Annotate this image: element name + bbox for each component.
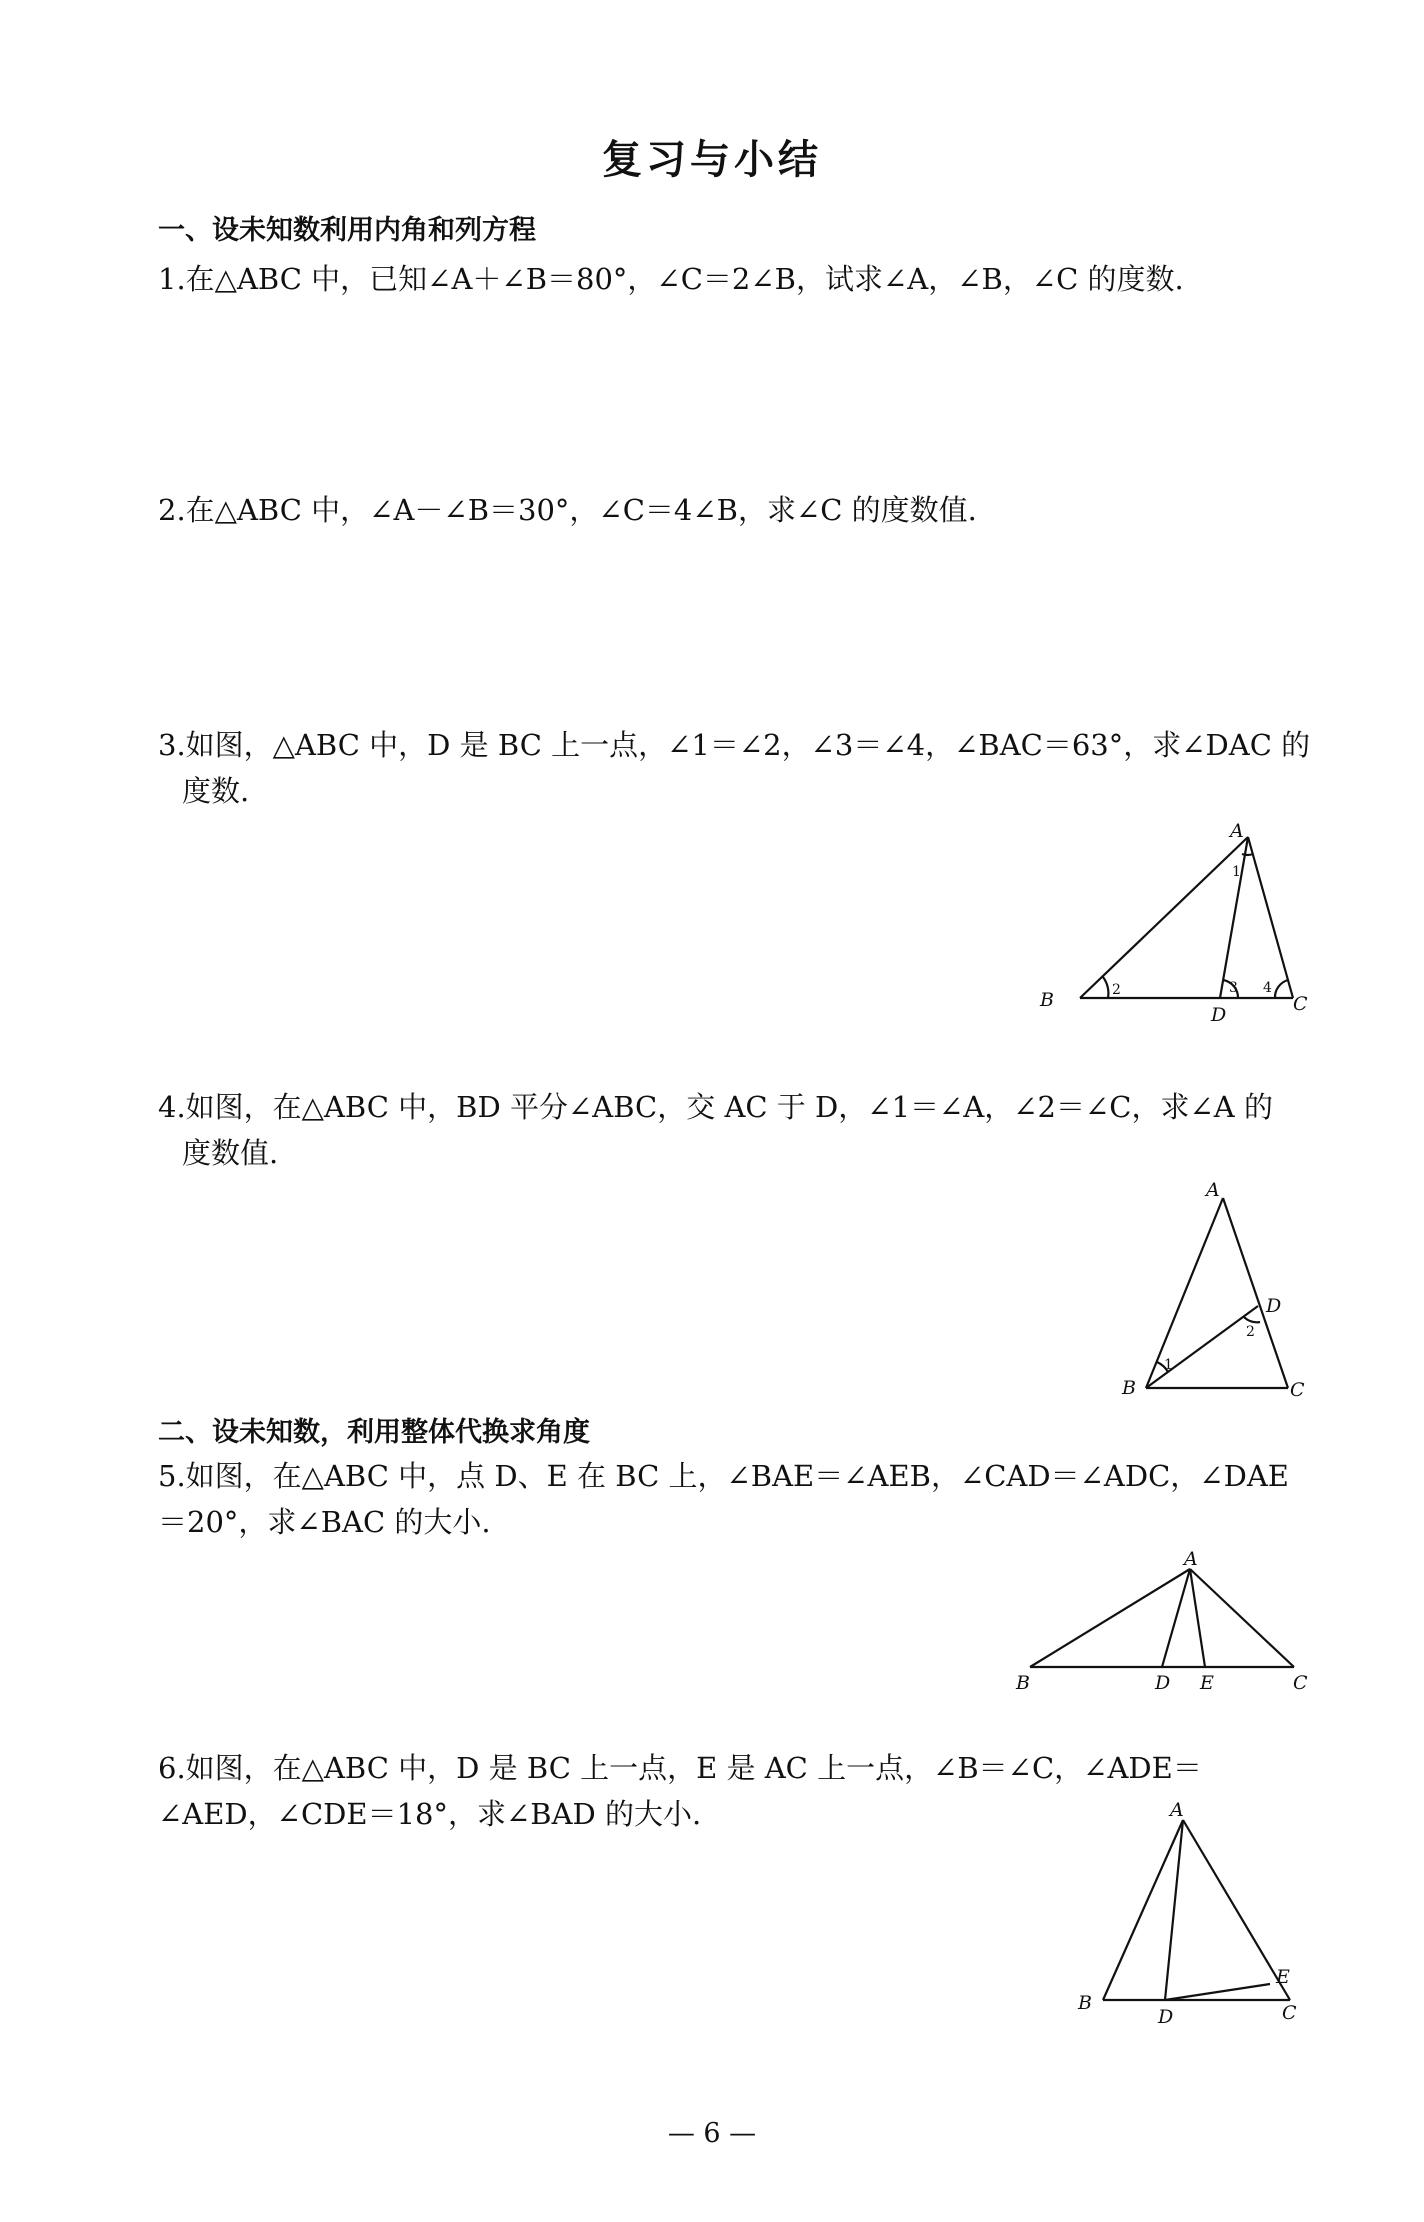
label-b: B bbox=[1122, 1377, 1136, 1399]
figure-5-diagram bbox=[1010, 1545, 1330, 1695]
question-5-text-line2: ＝20°，求∠BAC 的大小. bbox=[158, 1505, 491, 1539]
section-heading-2: 二、设未知数，利用整体代换求角度 bbox=[158, 1417, 590, 1448]
label-c: C bbox=[1282, 2002, 1297, 2024]
figure-4 bbox=[1110, 1176, 1310, 1406]
figure-4-diagram bbox=[1110, 1176, 1310, 1406]
question-2-text: 2.在△ABC 中，∠A－∠B＝30°，∠C＝4∠B，求∠C 的度数值. bbox=[158, 493, 977, 527]
figure-6-diagram bbox=[1070, 1800, 1310, 2030]
question-3-text-line2: 度数. bbox=[182, 774, 250, 808]
label-a: A bbox=[1184, 1548, 1198, 1570]
label-d: D bbox=[1158, 2006, 1174, 2028]
label-b: B bbox=[1016, 1672, 1030, 1694]
label-b: B bbox=[1078, 1992, 1092, 2014]
segment-ab bbox=[1080, 837, 1248, 998]
label-a: A bbox=[1170, 1799, 1184, 1821]
segment-ac bbox=[1183, 1820, 1290, 2000]
question-5 bbox=[158, 1453, 1318, 1545]
label-d: D bbox=[1155, 1672, 1171, 1694]
figure-3-diagram bbox=[1030, 820, 1330, 1040]
label-c: C bbox=[1293, 993, 1308, 1015]
question-4-text-line2: 度数值. bbox=[182, 1136, 279, 1170]
label-c: C bbox=[1290, 1379, 1305, 1401]
angle-arc-2 bbox=[1103, 977, 1108, 998]
label-angle-4: 4 bbox=[1263, 980, 1272, 996]
question-3 bbox=[158, 722, 1318, 814]
question-1 bbox=[158, 256, 1318, 302]
label-d: D bbox=[1211, 1004, 1227, 1026]
label-angle-1: 1 bbox=[1164, 1357, 1173, 1373]
question-4-text-line1: 4.如图，在△ABC 中，BD 平分∠ABC，交 AC 于 D，∠1＝∠A，∠2＝∠C，求∠A 的 bbox=[158, 1090, 1273, 1124]
question-5-text-line1: 5.如图，在△ABC 中，点 D、E 在 BC 上，∠BAE＝∠AEB，∠CAD＝∠ADC，∠DAE bbox=[158, 1459, 1289, 1493]
label-angle-2: 2 bbox=[1246, 1324, 1255, 1340]
label-d: D bbox=[1266, 1295, 1282, 1317]
label-a: A bbox=[1206, 1179, 1220, 1201]
page-title: 复习与小结 bbox=[602, 137, 822, 183]
question-1-text: 1.在△ABC 中，已知∠A＋∠B＝80°，∠C＝2∠B，试求∠A，∠B，∠C 的度数. bbox=[158, 262, 1184, 296]
segment-ac bbox=[1223, 1198, 1288, 1388]
question-6-text-line2: ∠AED，∠CDE＝18°，求∠BAD 的大小. bbox=[158, 1797, 702, 1831]
label-b: B bbox=[1040, 989, 1054, 1011]
figure-3 bbox=[1030, 820, 1330, 1040]
figure-6 bbox=[1070, 1800, 1310, 2030]
figure-5 bbox=[1010, 1545, 1330, 1695]
page-number: — 6 — bbox=[667, 2118, 757, 2149]
question-2 bbox=[158, 487, 1318, 533]
segment-ac bbox=[1190, 1569, 1294, 1667]
question-4 bbox=[158, 1084, 1318, 1176]
label-e: E bbox=[1276, 1966, 1290, 1988]
angle-arc-2 bbox=[1244, 1317, 1260, 1322]
label-angle-2: 2 bbox=[1112, 982, 1121, 998]
segment-ad bbox=[1165, 1820, 1183, 2000]
label-c: C bbox=[1293, 1672, 1308, 1694]
segment-ae bbox=[1190, 1569, 1205, 1667]
label-angle-1: 1 bbox=[1232, 864, 1241, 880]
question-6-text-line1: 6.如图，在△ABC 中，D 是 BC 上一点，E 是 AC 上一点，∠B＝∠C，∠ADE＝ bbox=[158, 1751, 1202, 1785]
question-3-text-line1: 3.如图，△ABC 中，D 是 BC 上一点，∠1＝∠2，∠3＝∠4，∠BAC＝63°，求∠DAC 的 bbox=[158, 728, 1311, 762]
segment-ac bbox=[1248, 837, 1293, 998]
section-heading-1: 一、设未知数利用内角和列方程 bbox=[158, 215, 536, 246]
label-a: A bbox=[1230, 820, 1244, 842]
angle-arc-4 bbox=[1275, 980, 1288, 998]
label-e: E bbox=[1200, 1672, 1214, 1694]
segment-ab bbox=[1103, 1820, 1183, 2000]
angle-arc-1 bbox=[1242, 854, 1253, 855]
label-angle-3: 3 bbox=[1229, 980, 1238, 996]
segment-de bbox=[1165, 1984, 1270, 2000]
